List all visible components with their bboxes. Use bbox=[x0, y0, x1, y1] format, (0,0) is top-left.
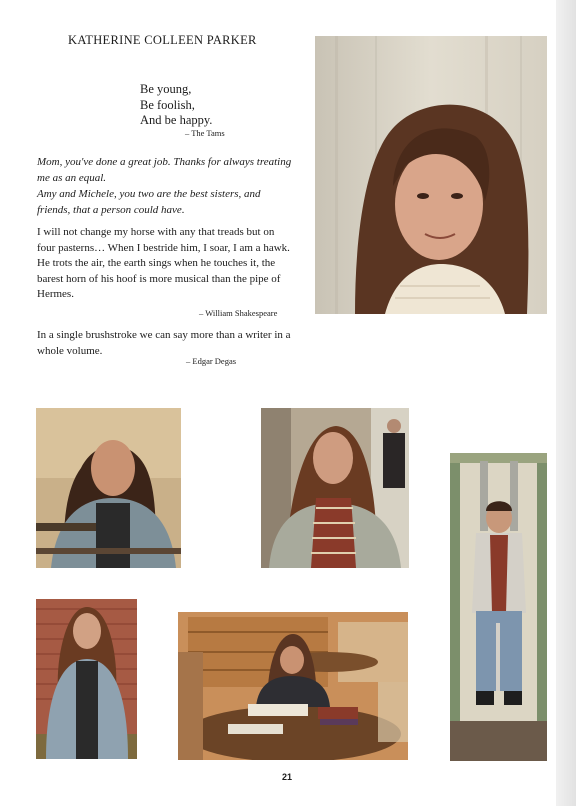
poem bbox=[140, 82, 212, 129]
doorway-hanging-photo bbox=[450, 453, 547, 761]
degas-quote: In a single brushstroke we can say more than a writer in a whole volume. bbox=[37, 329, 291, 357]
outdoor-denim-jacket-photo bbox=[36, 599, 137, 759]
dedication-mom: Mom, you've done a great job. Thanks for always treating me as an equal. bbox=[37, 156, 292, 184]
library-study-photo bbox=[178, 612, 408, 760]
dedication-sisters: Amy and Michele, you two are the best sisters, and friends, that a person could have. bbox=[37, 188, 261, 216]
poem-line: Be young, bbox=[140, 82, 192, 96]
denim-jacket-chair-photo bbox=[36, 408, 181, 568]
page-number: 21 bbox=[282, 772, 293, 782]
page-title: KATHERINE COLLEEN PARKER bbox=[68, 33, 257, 47]
poem-credit: – The Tams bbox=[185, 128, 225, 138]
degas-credit: – Edgar Degas bbox=[186, 356, 237, 366]
plaid-scarf-hallway-photo bbox=[261, 408, 409, 568]
poem-line: And be happy. bbox=[140, 113, 213, 127]
shakespeare-quote: I will not change my horse with any that treads but on four pasterns… When I bestride him, I soar, I am a hawk. He trots the air, the earth sings when he touches it, the barest horn of his hoof is more musical than the pipe of Hermes. bbox=[37, 226, 290, 300]
page-edge bbox=[556, 0, 576, 806]
portrait-photo bbox=[315, 36, 547, 314]
shakespeare-credit: – William Shakespeare bbox=[199, 308, 278, 318]
poem-line: Be foolish, bbox=[140, 97, 195, 112]
